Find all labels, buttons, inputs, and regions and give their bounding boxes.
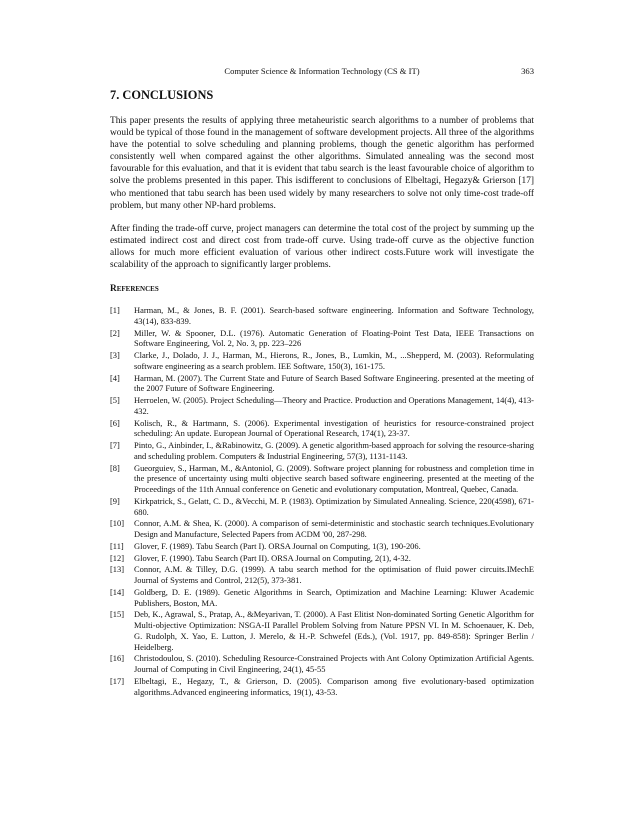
- section-title-rest: ONCLUSIONS: [131, 88, 214, 102]
- reference-text: Connor, A.M. & Shea, K. (2000). A comparison of semi-deterministic and stochastic search techniques.Evolutionary Design and Manufacture, Selected Papers from ACDM '00, 287-298.: [134, 518, 534, 540]
- reference-item: [110, 463, 534, 495]
- reference-number: [7]: [110, 440, 120, 451]
- reference-item: [110, 328, 534, 350]
- reference-text: Harman, M., & Jones, B. F. (2001). Search-based software engineering. Information and Software Technology, 43(14), 833-839.: [134, 305, 534, 326]
- reference-number: [17]: [110, 675, 125, 686]
- reference-item: [110, 440, 534, 462]
- reference-item: [110, 418, 534, 440]
- reference-text: Goldberg, D. E. (1989). Genetic Algorithms in Search, Optimization and Machine Learning: Kluwer Academic Publishers, Boston, MA.: [134, 586, 534, 608]
- reference-number: [10]: [110, 518, 125, 529]
- reference-item: [110, 496, 534, 518]
- running-header: [110, 64, 534, 78]
- reference-number: [6]: [110, 417, 120, 428]
- reference-text: Elbeltagi, E., Hegazy, T., & Grierson, D. (2005). Comparison among five evolutionary-based optimization algorithms.Advanced engineering informatics, 19(1), 43-53.: [134, 675, 534, 697]
- section-title-lead: 7. C: [110, 88, 132, 102]
- reference-item: [110, 395, 534, 417]
- reference-item: [110, 587, 534, 609]
- reference-text: Gueorguiev, S., Harman, M., &Antoniol, G. (2009). Software project planning for robustness and completion time in the presence of uncertainty using multi objective search based software engineering. presented at the meeting of the Proceedings of the 11th Annual conference on Genetic and evolutionary computation, Montreal, Quebec, Canada.: [134, 462, 534, 495]
- reference-item: [110, 518, 534, 540]
- reference-item: [110, 373, 534, 395]
- reference-text: Glover, F. (1989). Tabu Search (Part I). ORSA Journal on Computing, 1(3), 190-206.: [134, 540, 421, 551]
- reference-number: [15]: [110, 609, 125, 620]
- reference-number: [5]: [110, 395, 120, 406]
- reference-text: Kirkpatrick, S., Gelatt, C. D., &Vecchi, M. P. (1983). Optimization by Simulated Annealing. Science, 220(4598), 671-680.: [134, 495, 534, 517]
- reference-number: [13]: [110, 564, 125, 575]
- reference-item: [110, 653, 534, 675]
- reference-text: Connor, A.M. & Tilley, D.G. (1999). A tabu search method for the optimisation of fluid power circuits.IMechE Journal of Systems and Control, 212(5), 373-381.: [134, 564, 534, 586]
- reference-number: [16]: [110, 653, 125, 664]
- reference-item: [110, 564, 534, 586]
- conclusions-paragraph-2: After finding the trade-off curve, project managers can determine the total cost of the project by summing up the estimated indirect cost and direct cost from trade-off curve. Using trade-off curve as the objective function allows for much more efficient evaluation of various other indirect costs.Future work will investigate the scalability of the approach to significantly larger problems.: [110, 223, 534, 271]
- paper-page: [110, 64, 534, 698]
- page-number: 363: [521, 66, 534, 76]
- reference-number: [2]: [110, 327, 120, 338]
- reference-item: [110, 350, 534, 372]
- reference-text: Harman, M. (2007). The Current State and Future of Search Based Software Engineering. presented at the meeting of the 2007 Future of Software Engineering.: [134, 372, 534, 394]
- conclusions-paragraph-1: This paper presents the results of applying three metaheuristic search algorithms to a number of problems that would be typical of those found in the management of software development projects. All three of the algorithms have the potential to solve scheduling and planning problems, though the genetic algorithm has performed consistently well when compared against the other algorithms. Simulated annealing was the second most favourable for this evaluation, and that it is evident that tabu search is the least favourable choice of algorithm to solve the problems presented in this paper. This isdifferent to conclusions of Elbeltagi, Hegazy& Grierson [17] who mentioned that tabu search has been used widely by many researchers to solve not only time-cost trade-off problem, but many other NP-hard problems.: [110, 116, 534, 211]
- reference-number: [9]: [110, 495, 120, 506]
- reference-number: [4]: [110, 372, 120, 383]
- reference-number: [3]: [110, 350, 120, 361]
- reference-item: [110, 609, 534, 652]
- reference-text: Miller, W. & Spooner, D.L. (1976). Automatic Generation of Floating-Point Test Data, IEEE Transactions on Software Engineering, Vol. 2, No. 3, pp. 223–226: [134, 327, 534, 349]
- reference-number: [8]: [110, 462, 120, 473]
- reference-text: Herroelen, W. (2005). Project Scheduling—Theory and Practice. Production and Operations Management, 14(4), 413-432.: [134, 395, 534, 416]
- reference-item: [110, 553, 534, 564]
- references-title: References: [110, 284, 159, 295]
- reference-text: Pinto, G., Ainbinder, I., &Rabinowitz, G. (2009). A genetic algorithm-based approach for solving the resource-sharing and scheduling problem. Computers & Industrial Engineering, 57(3), 1131-1143.: [134, 440, 534, 461]
- reference-item: [110, 305, 534, 327]
- reference-number: [12]: [110, 552, 125, 563]
- reference-text: Clarke, J., Dolado, J. J., Harman, M., Hierons, R., Jones, B., Lumkin, M., ...Shepperd, M. (2003). Reformulating software engineering as a search problem. IEE Software, 150(3), 161-175.: [134, 350, 534, 371]
- references-list: [110, 305, 534, 697]
- section-title-conclusions: [110, 88, 534, 103]
- reference-number: [1]: [110, 305, 120, 316]
- reference-text: Glover, F. (1990). Tabu Search (Part II). ORSA Journal on Computing, 2(1), 4-32.: [134, 552, 411, 563]
- reference-text: Deb, K., Agrawal, S., Pratap, A., &Meyarivan, T. (2000). A Fast Elitist Non-dominated Sorting Genetic Algorithm for Multi-objective Optimization: NSGA-II Parallel Problem Solving from Nature PPSN VI. In M. Schoenauer, K. Deb, G. Rudolph, X. Yao, E. Lutton, J. Merelo, & H.-P. Schwefel (Eds.), (Vol. 1917, pp. 849-858): Springer Berlin / Heidelberg.: [134, 609, 534, 652]
- reference-item: [110, 676, 534, 698]
- journal-name: Computer Science & Information Technology (CS & IT): [224, 66, 420, 76]
- reference-number: [14]: [110, 586, 125, 597]
- reference-number: [11]: [110, 540, 124, 551]
- reference-text: Kolisch, R., & Hartmann, S. (2006). Experimental investigation of heuristics for resource-constrained project scheduling: An update. European Journal of Operational Research, 174(1), 23-37.: [134, 417, 534, 439]
- reference-text: Christodoulou, S. (2010). Scheduling Resource-Constrained Projects with Ant Colony Optimization Artificial Agents. Journal of Computing in Civil Engineering, 24(1), 45-55: [134, 653, 534, 675]
- reference-item: [110, 541, 534, 552]
